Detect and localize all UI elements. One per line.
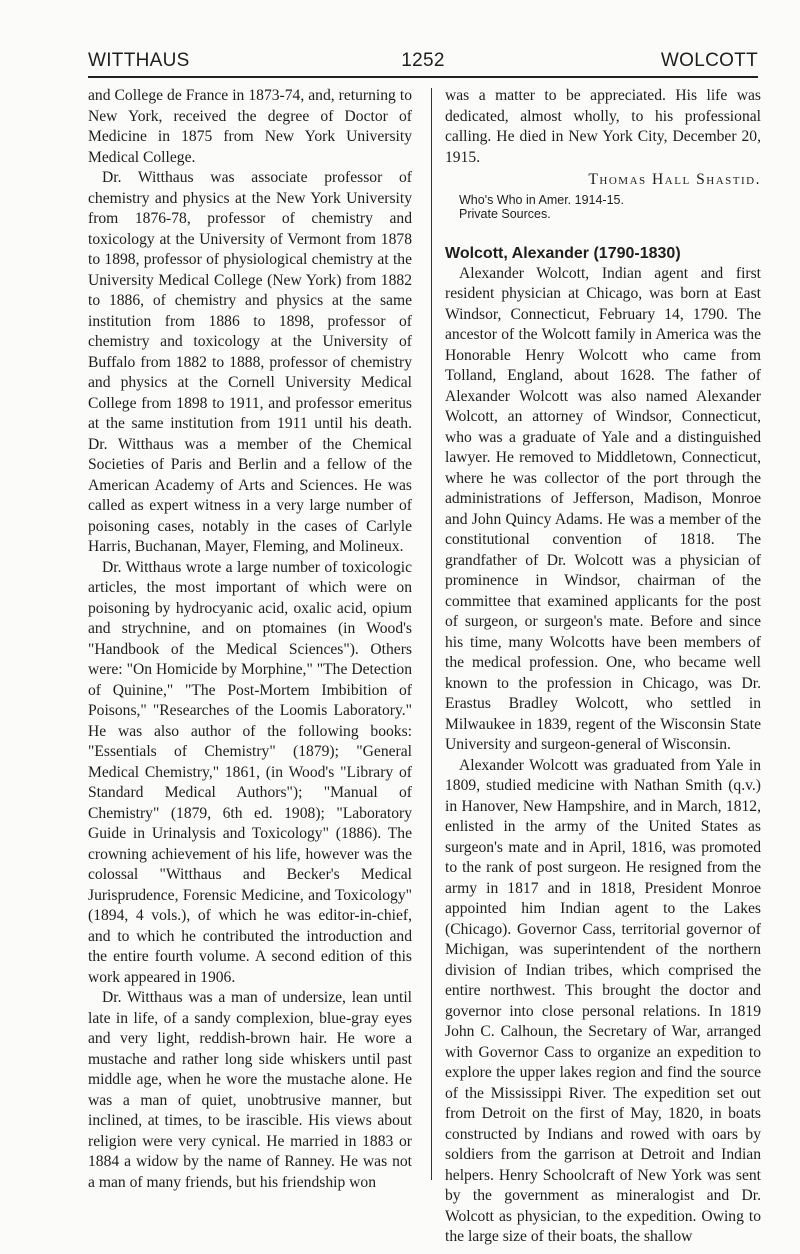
reference-item: Who's Who in Amer. 1914-15.: [459, 192, 624, 207]
reference-item: Private Sources.: [459, 206, 551, 221]
page-number: 1252: [401, 50, 445, 71]
author-signature: Thomas Hall Shastid.: [588, 171, 761, 188]
right-column: [445, 86, 761, 1248]
references: [459, 193, 761, 221]
paragraph: Alexander Wolcott, Indian agent and first resident physician at Chicago, was born at East Windsor, Connecticut, February 14, 1790. The ancestor of the Wolcott family in America was the Honorable Henry Wolcott who came from Tolland, England, about 1628. The father of Alexander Wolcott was also named Alexander Wolcott, an attorney of Windsor, Connecticut, who was a graduate of Yale and a distinguished lawyer. He removed to Middletown, Connecticut, where he was collector of the port through the administrations of Jefferson, Madison, Monroe and John Quincy Adams. He was a member of the constitutional convention of 1818. The grandfather of Dr. Wolcott was a physician of prominence in Windsor, chairman of the committee that examined applicants for the post of surgeon, or surgeon's mate. Before and since his time, many Wolcotts have been members of the medical profession. One, who became well known to the profession in Chicago, was Dr. Erastus Bradley Wolcott, who settled in Milwaukee in 1839, regent of the Wisconsin State University and surgeon-general of Wisconsin.: [445, 264, 761, 753]
entry-title: Wolcott, Alexander (1790-1830): [445, 244, 681, 262]
paragraph: Dr. Witthaus wrote a large number of toxicologic articles, the most important of which were on poisoning by hydrocyanic acid, oxalic acid, opium and strychnine, and on ptomaines (in Wood's "Handbook of the Medical Sciences"). Others were: "On Homicide by Morphine," "The Detection of Quinine," "The Post-Mortem Imbibition of Poisons," "Researches of the Loomis Laboratory." He was also author of the following books: "Essentials of Chemistry" (1879); "General Medical Chemistry," 1861, (in Wood's "Library of Standard Medical Authors"); "Manual of Chemistry" (1879, 6th ed. 1908); "Laboratory Guide in Urinalysis and Toxicology" (1886). The crowning achievement of his life, however was the colossal "Witthaus and Becker's Medical Jurisprudence, Forensic Medicine, and Toxicology" (1894, 4 vols.), of which he was editor-in-chief, and to which he contributed the introduction and the entire fourth volume. A second edition of this work appeared in 1906.: [88, 558, 412, 986]
paragraph: Alexander Wolcott was graduated from Yale in 1809, studied medicine with Nathan Smith (q.v.) in Hanover, New Hampshire, and in March, 1812, enlisted in the army of the United States as surgeon's mate and in April, 1816, was promoted to the rank of post surgeon. He resigned from the army in 1817 and in 1818, President Monroe appointed him Indian agent to the Lakes (Chicago). Governor Cass, territorial governor of Michigan, was superintendent of the northern division of Indian tribes, which comprised the entire northwest. This brought the doctor and governor into close personal relations. In 1819 John C. Calhoun, the Secretary of War, arranged with Governor Cass to organize an expedition to explore the upper lakes region and find the source of the Mississippi River. The expedition set out from Detroit on the first of May, 1820, in boats constructed by Indians and rowed with oars by soldiers from the garrison at Detroit and Indian helpers. Henry Schoolcraft of New York was sent by the government as mineralogist and Dr. Wolcott as physician, to the expedition. Owing to the large size of their boats, the shallow: [445, 756, 761, 1245]
header-left-name: WITTHAUS: [88, 50, 190, 71]
paragraph: and College de France in 1873-74, and, returning to New York, received the degree of Doctor of Medicine in 1875 from New York University Medical College.: [88, 87, 412, 166]
paragraph: Dr. Witthaus was a man of undersize, lean until late in life, of a sandy complexion, blue-gray eyes and very light, reddish-brown hair. He wore a mustache and rather long side whiskers until past middle age, when he wore the mustache alone. He was a man of quiet, unobtrusive manner, but inclined, at times, to be irascible. His views about religion were very cynical. He married in 1883 or 1884 a widow by the name of Ranney. He was not a man of many friends, but his friendship won: [88, 989, 412, 1191]
paragraph-continuation: was a matter to be appreciated. His life was dedicated, almost wholly, to his professional calling. He died in New York City, December 20, 1915.: [445, 87, 761, 166]
left-column: [88, 86, 412, 1193]
paragraph: Dr. Witthaus was associate professor of chemistry and physics at the New York University from 1876-78, professor of chemistry and toxicology at the University of Vermont from 1878 to 1898, professor of physiological chemistry at the University Medical College (New York) from 1882 to 1886, of chemistry and physics at the same institution from 1886 to 1898, professor of chemistry and toxicology at the University of Buffalo from 1882 to 1888, professor of chemistry and physics at the Cornell University Medical College from 1898 to 1911, and professor emeritus at the same institution from 1911 until his death. Dr. Witthaus was a member of the Chemical Societies of Paris and Berlin and a fellow of the American Academy of Arts and Sciences. He was called as expert witness in a very large number of poisoning cases, notably in the cases of Carlyle Harris, Buchanan, Mayer, Fleming, and Molineux.: [88, 169, 412, 555]
running-header: [88, 50, 758, 76]
column-divider: [431, 88, 432, 1180]
header-rule: [88, 76, 758, 78]
header-right-name: WOLCOTT: [660, 50, 758, 71]
